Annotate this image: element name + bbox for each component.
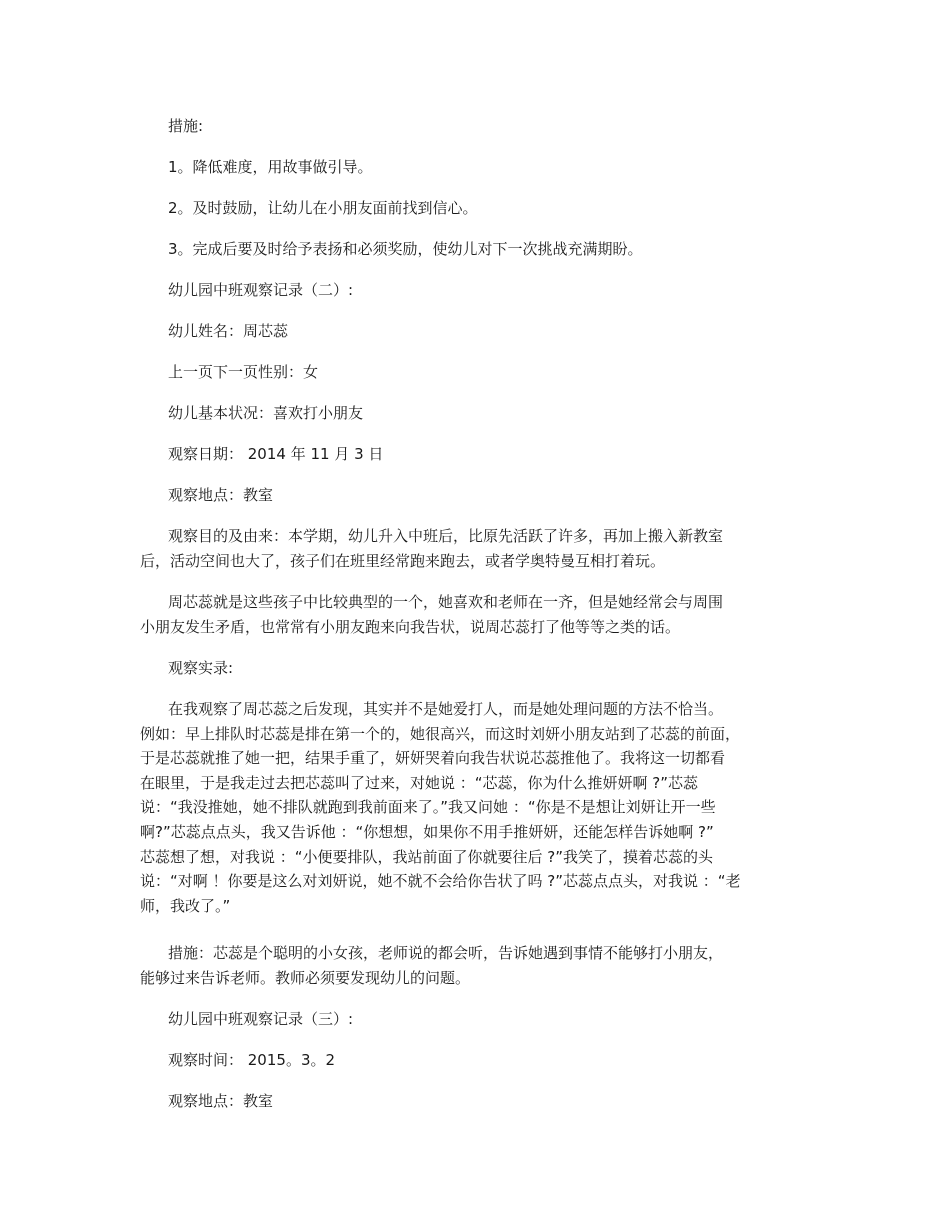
text-line: 幼儿园中班观察记录（三）:: [168, 1010, 354, 1028]
text-line: 师，我改了。”: [140, 896, 231, 915]
text-line: 说：“对啊 ！你要是这么对刘妍说，她不就不会给你告状了吗 ?”芯蕊点点头，对我说 ：“老: [140, 872, 741, 891]
text-line: 3。完成后要及时给予表扬和必须奖励，使幼儿对下一次挑战充满期盼。: [168, 240, 643, 258]
text-line: 说：“我没推她，她不排队就跑到我前面来了。”我又问她 ：“你是不是想让刘妍让开一些: [140, 798, 716, 817]
observation-time-field: [140, 1048, 828, 1073]
text-line: 幼儿姓名：周芯蕊: [168, 322, 289, 340]
observation-place-field: [140, 483, 828, 508]
text-line: 上一页下一页性别：女: [168, 363, 319, 381]
text-line: 观察目的及由来：本学期，幼儿升入中班后，比原先活跃了许多，再加上搬入新教室: [168, 527, 724, 545]
measures-paragraph: [140, 941, 800, 990]
measure-item-2: [140, 196, 828, 221]
measures-heading: [140, 114, 828, 139]
observation-purpose-paragraph: [140, 524, 800, 573]
text-line: 2。及时鼓励，让幼儿在小朋友面前找到信心。: [168, 199, 478, 217]
observation-place-field-3: [140, 1089, 828, 1114]
observation-date-field: [140, 442, 828, 467]
text-line: 小朋友发生矛盾，也常常有小朋友跑来向我告状，说周芯蕊打了他等等之类的话。: [140, 617, 681, 636]
text-line: 啊?”芯蕊点点头，我又告诉他 ：“你想想，如果你不用手推妍妍，还能怎样告诉她啊 ?”: [140, 822, 714, 841]
text-line: 观察地点：教室: [168, 1092, 274, 1110]
text-line: 幼儿园中班观察记录（二）:: [168, 281, 354, 299]
child-gender-field: [140, 360, 828, 385]
record-2-title: [140, 278, 828, 303]
child-basic-field: [140, 401, 828, 426]
text-line: 观察地点：教室: [168, 486, 274, 504]
text-line: 措施:: [168, 117, 204, 135]
measure-item-1: [140, 155, 828, 180]
text-line: 观察日期： 2014 年 11 月 3 日: [168, 445, 384, 463]
observation-record-paragraph: [140, 697, 800, 918]
text-line: 1。降低难度，用故事做引导。: [168, 158, 373, 176]
observation-record-heading: [140, 656, 828, 681]
child-name-field: [140, 319, 828, 344]
text-line: 周芯蕊就是这些孩子中比较典型的一个，她喜欢和老师在一齐，但是她经常会与周围: [168, 593, 724, 611]
text-line: 后，活动空间也大了，孩子们在班里经常跑来跑去，或者学奥特曼互相打着玩。: [140, 551, 666, 570]
text-line: 在眼里，于是我走过去把芯蕊叫了过来，对她说 ：“芯蕊，你为什么推妍妍啊 ?”芯蕊: [140, 773, 699, 792]
text-line: 能够过来告诉老师。教师必须要发现幼儿的问题。: [140, 968, 471, 987]
text-line: 于是芯蕊就推了她一把，结果手重了，妍妍哭着向我告状说芯蕊推他了。我将这一切都看: [140, 749, 726, 768]
text-line: 幼儿基本状况：喜欢打小朋友: [168, 404, 364, 422]
record-3-title: [140, 1007, 828, 1032]
observation-background-paragraph: [140, 590, 800, 639]
text-line: 观察时间： 2015。3。2: [168, 1051, 336, 1069]
text-line: 观察实录:: [168, 659, 234, 677]
measure-item-3: [140, 237, 828, 262]
text-line: 在我观察了周芯蕊之后发现，其实并不是她爱打人，而是她处理问题的方法不恰当。: [168, 700, 724, 718]
text-line: 措施：芯蕊是个聪明的小女孩，老师说的都会听，告诉她遇到事情不能够打小朋友，: [168, 944, 724, 962]
text-line: 芯蕊想了想，对我说 ：“小便要排队，我站前面了你就要往后 ?”我笑了，摸着芯蕊的头: [140, 847, 714, 866]
text-line: 例如：早上排队时芯蕊是排在第一个的，她很高兴，而这时刘妍小朋友站到了芯蕊的前面，: [140, 724, 741, 743]
